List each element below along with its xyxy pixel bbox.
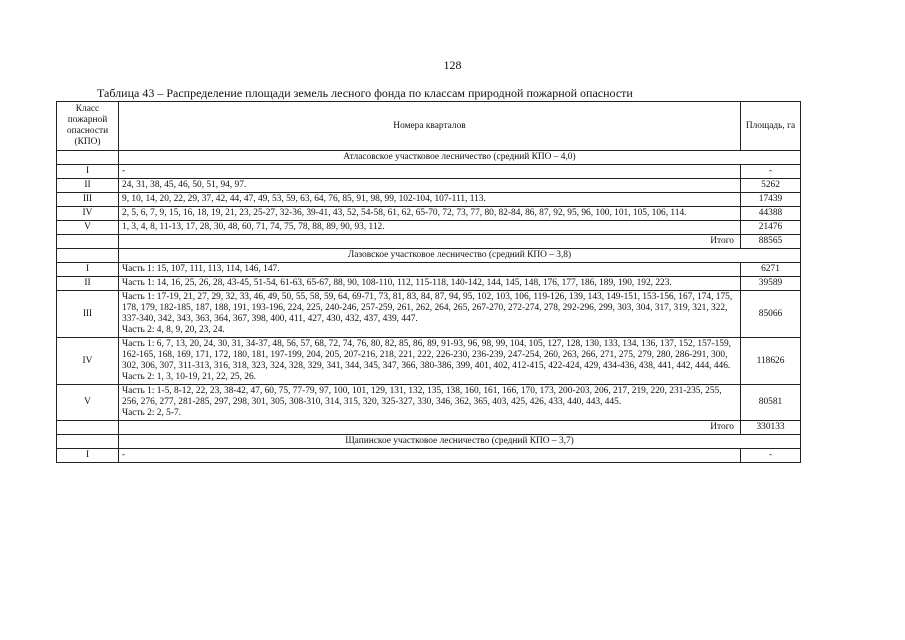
total-spacer [57,235,119,249]
quarters-line: Часть 2: 1, 3, 10-19, 21, 22, 25, 26. [122,372,256,382]
quarters-cell [119,193,741,207]
class-cell: III [57,291,119,338]
class-cell: I [57,263,119,277]
class-cell: II [57,277,119,291]
section-spacer [57,435,119,449]
table-row [57,291,801,338]
table-body [57,151,801,463]
class-cell: II [57,179,119,193]
class-cell: V [57,385,119,421]
header-quarters: Номера кварталов [119,102,741,151]
table-row [57,449,801,463]
quarters-line: Часть 1: 1-5, 8-12, 22, 23, 38-42, 47, 60, 75, 77-79, 97, 100, 101, 129, 131, 132, 135, 138, 160, 161, 166, 170, 173, 200-203, 206, 217, 219, 220, 231-235, 255, 256, 276, 277, 281-285, 297, 298, 301, 305, 308-310, 314, 315, 320, 325-327, 330, 346, 362, 365, 403, 425, 426, 433, 440, 443, 445. [122,386,722,407]
quarters-cell [119,291,741,338]
table-row [57,193,801,207]
quarters-line: Часть 1: 6, 7, 13, 20, 24, 30, 31, 34-37, 48, 56, 57, 68, 72, 74, 76, 80, 82, 85, 86, 89, 91-93, 96, 98, 99, 104, 105, 127, 128, 130, 133, 134, 136, 137, 152, 157-159, 162-165, 168, 169, 171, 172, 180, 181, 197-199, 204, 205, 207-216, 218, 221, 222, 226-230, 236-239, 247-254, 260, 263, 266, 271, 275, 279, 280, 286-291, 300, 302, 306, 307, 311-313, 316, 318, 323, 324, 328, 329, 341, 344, 345, 347, 366, 380-386, 399, 401, 402, 412-415, 422-424, 429, 434-436, 438, 441, 442, 444, 446. [122,339,731,371]
quarters-line: 1, 3, 4, 8, 11-13, 17, 28, 30, 48, 60, 71, 74, 75, 78, 88, 89, 90, 93, 112. [122,222,385,232]
quarters-cell [119,277,741,291]
quarters-cell [119,165,741,179]
table-row [57,385,801,421]
area-cell: - [741,449,801,463]
quarters-line: 9, 10, 14, 20, 22, 29, 37, 42, 44, 47, 49, 53, 59, 63, 64, 76, 85, 91, 98, 99, 102-104, 107-111, 113. [122,194,486,204]
section-title: Щапинское участковое лесничество (средний КПО – 3,7) [119,435,801,449]
class-cell: III [57,193,119,207]
area-cell: 39589 [741,277,801,291]
header-area: Площадь, га [741,102,801,151]
table-row [57,207,801,221]
section-title: Атласовское участковое лесничество (средний КПО – 4,0) [119,151,801,165]
quarters-line: - [122,166,126,176]
table-header-row [57,102,801,151]
quarters-cell [119,449,741,463]
quarters-line: Часть 1: 14, 16, 25, 26, 28, 43-45, 51-54, 61-63, 65-67, 88, 90, 108-110, 112, 115-118, 140-142, 144, 145, 148, 176, 177, 186, 189, 190, 192, 223. [122,278,672,288]
quarters-cell [119,207,741,221]
area-cell: 6271 [741,263,801,277]
area-cell: 80581 [741,385,801,421]
quarters-line: - [122,450,126,460]
table-row [57,338,801,385]
total-value: 330133 [741,421,801,435]
table-row [57,277,801,291]
quarters-line: Часть 1: 17-19, 21, 27, 29, 32, 33, 46, 49, 50, 55, 58, 59, 64, 69-71, 73, 81, 83, 84, 87, 94, 95, 102, 103, 106, 119-126, 139, 143, 149-151, 153-156, 167, 174, 175, 178, 179, 182-185, 187, 188, 191, 193-196, 224, 225, 240-246, 257-259, 261, 262, 264, 265, 267-270, 272-274, 278, 292-296, 299, 303, 304, 317, 319, 321, 322, 337-340, 342, 343, 363, 364, 367, 398, 400, 411, 427, 430, 432, 437, 439, 447. [122,292,733,324]
quarters-line: 2, 5, 6, 7, 9, 15, 16, 18, 19, 21, 23, 25-27, 32-36, 39-41, 43, 52, 54-58, 61, 62, 65-70, 72, 73, 77, 80, 82-84, 86, 87, 92, 95, 96, 100, 101, 105, 106, 114. [122,208,687,218]
class-cell: IV [57,207,119,221]
class-cell: I [57,449,119,463]
table-caption: Таблица 43 – Распределение площади земель лесного фонда по классам природной пожарной опасности [97,86,633,100]
area-cell: 44388 [741,207,801,221]
area-cell: - [741,165,801,179]
total-value: 88565 [741,235,801,249]
quarters-cell [119,179,741,193]
fire-danger-table [56,101,801,463]
section-spacer [57,151,119,165]
class-cell: V [57,221,119,235]
quarters-line: Часть 2: 4, 8, 9, 20, 23, 24. [122,325,225,335]
table-row [57,179,801,193]
quarters-line: Часть 1: 15, 107, 111, 113, 114, 146, 147. [122,264,280,274]
total-row [57,235,801,249]
page-number: 128 [443,58,462,72]
area-cell: 118626 [741,338,801,385]
section-header-row [57,435,801,449]
area-cell: 21476 [741,221,801,235]
section-spacer [57,249,119,263]
total-label: Итого [119,421,741,435]
quarters-cell [119,221,741,235]
total-row [57,421,801,435]
quarters-line: 24, 31, 38, 45, 46, 50, 51, 94, 97. [122,180,247,190]
class-cell: I [57,165,119,179]
table-row [57,221,801,235]
section-header-row [57,151,801,165]
area-cell: 85066 [741,291,801,338]
table-row [57,165,801,179]
total-label: Итого [119,235,741,249]
quarters-cell [119,263,741,277]
table-row [57,263,801,277]
section-header-row [57,249,801,263]
area-cell: 17439 [741,193,801,207]
header-class: Класс пожарной опасности (КПО) [57,102,119,151]
quarters-line: Часть 2: 2, 5-7. [122,408,181,418]
class-cell: IV [57,338,119,385]
section-title: Лазовское участковое лесничество (средний КПО – 3,8) [119,249,801,263]
total-spacer [57,421,119,435]
quarters-cell [119,385,741,421]
area-cell: 5262 [741,179,801,193]
quarters-cell [119,338,741,385]
